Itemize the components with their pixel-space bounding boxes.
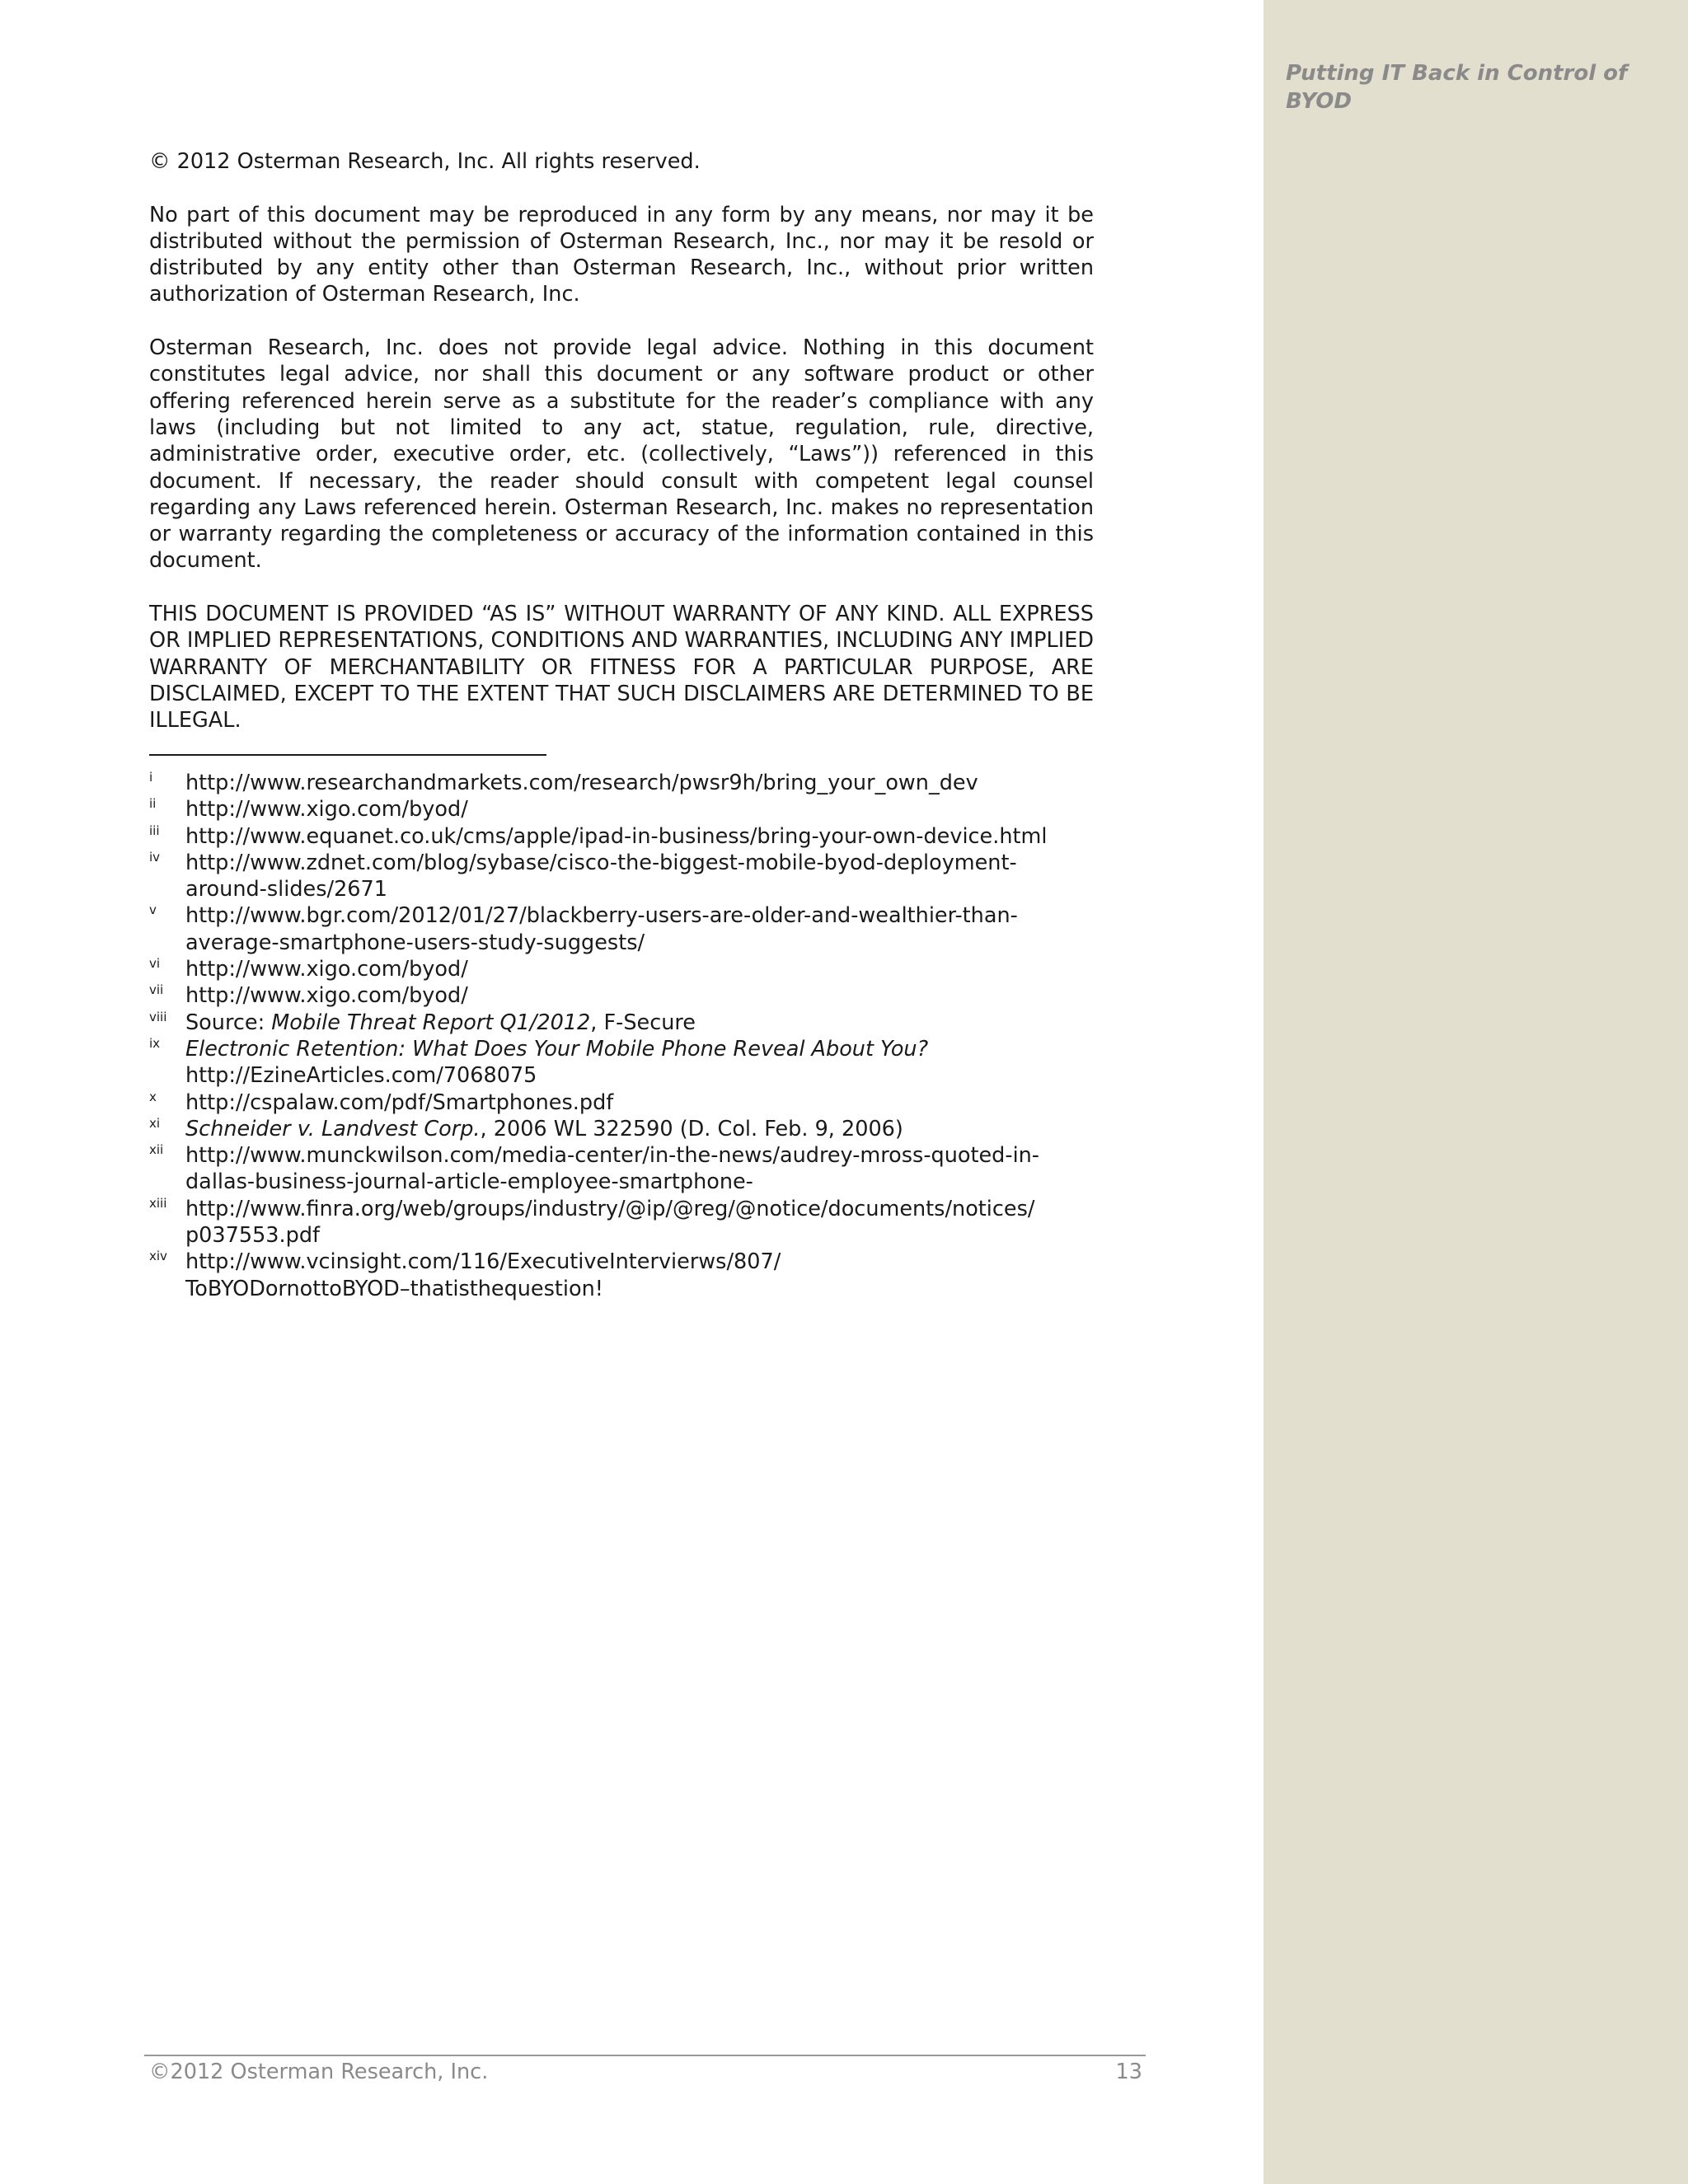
copyright-statement: © 2012 Osterman Research, Inc. All rights reserved. <box>149 149 701 174</box>
endnote <box>149 1116 1056 1142</box>
endnotes-list <box>149 770 1056 1302</box>
endnote-link-continued[interactable]: ToBYODornottoBYOD–thatisthequestion! <box>185 1276 603 1301</box>
endnote-mark: vi <box>149 956 161 972</box>
endnote-mark: i <box>149 770 153 785</box>
endnote-mark: xi <box>149 1115 161 1131</box>
endnote-mark: v <box>149 902 157 918</box>
endnote-text: Source: <box>185 1010 272 1035</box>
endnote <box>149 1036 1056 1090</box>
endnote-mark: ix <box>149 1035 161 1051</box>
endnote-mark: vii <box>149 982 164 998</box>
endnote-link[interactable]: http://www.vcinsight.com/116/ExecutiveIntervierws/807/ <box>185 1249 781 1275</box>
endnote-link[interactable]: http://www.bgr.com/2012/01/27/blackberry-users-are-older-and-wealthier-than- <box>185 903 1018 929</box>
footer-copyright: ©2012 Osterman Research, Inc. <box>149 2060 489 2084</box>
endnote <box>149 1196 1056 1249</box>
endnote-link-continued[interactable]: dallas-business-journal-article-employee-smartphone- <box>185 1169 753 1195</box>
endnote-link[interactable]: http://www.xigo.com/byod/ <box>185 957 468 982</box>
reproduction-paragraph: No part of this document may be reproduced in any form by any means, nor may it be distributed without the permission of Osterman Research, Inc., nor may it be resold or distributed by any entity other than Osterman Research, Inc., without prior written authorization of Osterman Research, Inc. <box>149 202 1094 307</box>
endnote <box>149 823 1056 850</box>
endnote-link[interactable]: http://www.zdnet.com/blog/sybase/cisco-the-biggest-mobile-byod-deployment- <box>185 850 1017 875</box>
endnote-separator <box>149 754 546 756</box>
footer-divider <box>144 2055 1146 2056</box>
endnote-title: Electronic Retention: What Does Your Mobile Phone Reveal About You? <box>185 1036 929 1062</box>
endnote-mark: xii <box>149 1142 164 1158</box>
endnote-title: Mobile Threat Report Q1/2012 <box>271 1010 591 1035</box>
endnote-link[interactable]: http://www.researchandmarkets.com/research/pwsr9h/bring_your_own_dev <box>185 771 978 795</box>
endnote-mark: ii <box>149 796 157 812</box>
endnote-link-continued[interactable]: p037553.pdf <box>185 1223 320 1249</box>
endnote-link[interactable]: http://www.munckwilson.com/media-center/in-the-news/audrey-mross-quoted-in- <box>185 1143 1040 1169</box>
endnote-mark: iii <box>149 823 160 838</box>
endnote-link[interactable]: http://www.xigo.com/byod/ <box>185 983 468 1009</box>
endnote-link[interactable]: http://www.finra.org/web/groups/industry/@ip/@reg/@notice/documents/notices/ <box>185 1196 1035 1221</box>
endnote <box>149 796 1056 823</box>
endnote-text: , F-Secure <box>590 1010 696 1035</box>
endnote-title: Schneider v. Landvest Corp. <box>185 1116 481 1141</box>
endnote-mark: xiv <box>149 1249 167 1264</box>
endnote <box>149 982 1056 1009</box>
legal-advice-paragraph: Osterman Research, Inc. does not provide legal advice. Nothing in this document constitutes legal advice, nor shall this document or any software product or other offering referenced herein serve as a substitute for the reader’s compliance with any laws (including but not limited to any act, statue, regulation, rule, directive, administrative order, executive order, etc. (collectively, “Laws”)) referenced in this document. If necessary, the reader should consult with competent legal counsel regarding any Laws referenced herein. Osterman Research, Inc. makes no representation or warranty regarding the completeness or accuracy of the information contained in this document. <box>149 335 1094 574</box>
endnote <box>149 956 1056 982</box>
endnote <box>149 770 1056 796</box>
endnote <box>149 1010 1056 1036</box>
endnote-mark: iv <box>149 849 161 865</box>
endnote-link[interactable]: http://cspalaw.com/pdf/Smartphones.pdf <box>185 1090 614 1115</box>
endnote-link[interactable]: http://www.xigo.com/byod/ <box>185 797 468 823</box>
endnote <box>149 1142 1056 1196</box>
endnote <box>149 1249 1056 1302</box>
page-number: 13 <box>1115 2060 1142 2084</box>
endnote <box>149 1090 1056 1116</box>
endnote-mark: x <box>149 1089 157 1104</box>
endnote-link[interactable]: http://www.equanet.co.uk/cms/apple/ipad-in-business/bring-your-own-device.html <box>185 823 1048 849</box>
endnote <box>149 850 1056 903</box>
running-title: Putting IT Back in Control of BYOD <box>1286 61 1628 114</box>
endnote-text: , 2006 WL 322590 (D. Col. Feb. 9, 2006) <box>480 1116 903 1141</box>
endnote <box>149 902 1056 956</box>
endnote-mark: viii <box>149 1009 167 1024</box>
endnote-link-continued[interactable]: average-smartphone-users-study-suggests/ <box>185 930 645 955</box>
endnote-link-continued[interactable]: around-slides/2671 <box>185 877 387 902</box>
disclaimer-paragraph: THIS DOCUMENT IS PROVIDED “AS IS” WITHOUT WARRANTY OF ANY KIND. ALL EXPRESS OR IMPLIED REPRESENTATIONS, CONDITIONS AND WARRANTIES, INCLUDING ANY IMPLIED WARRANTY OF MERCHANTABILITY OR FITNESS FOR A PARTICULAR PURPOSE, ARE DISCLAIMED, EXCEPT TO THE EXTENT THAT SUCH DISCLAIMERS ARE DETERMINED TO BE ILLEGAL. <box>149 602 1094 733</box>
sidebar-panel <box>1264 0 1688 2184</box>
legal-notice <box>149 148 1094 761</box>
endnote-link[interactable]: http://EzineArticles.com/7068075 <box>185 1063 537 1089</box>
endnote-mark: xiii <box>149 1195 167 1211</box>
